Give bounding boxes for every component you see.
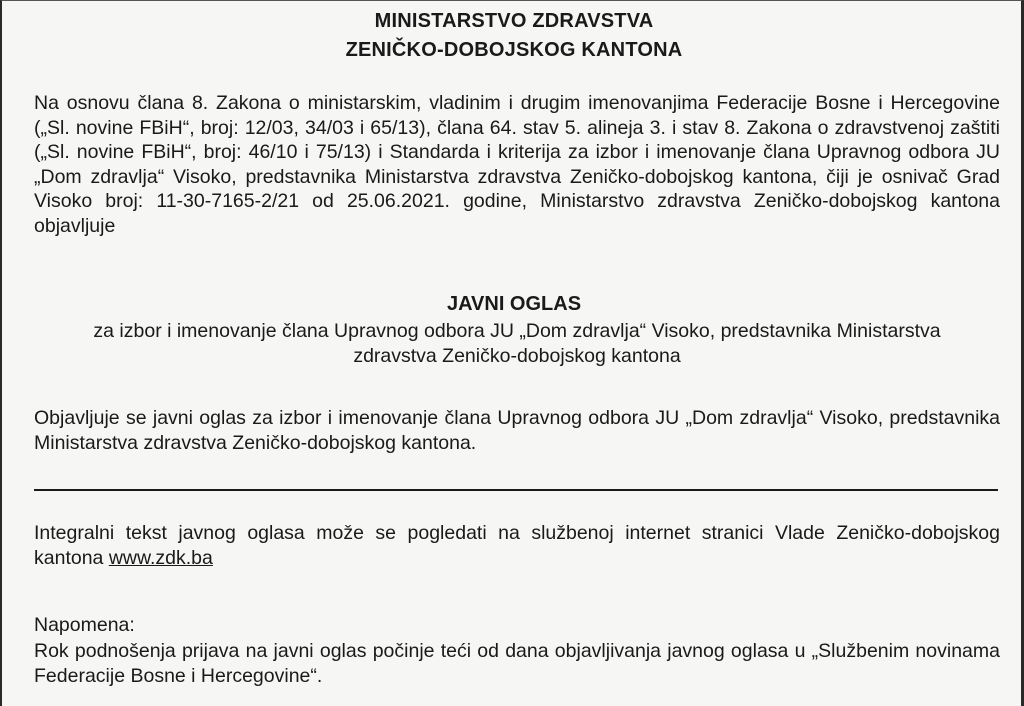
canton-name: ZENIČKO-DOBOJSKOG KANTONA [345,39,683,61]
oglas-title: JAVNI OGLAS [446,293,582,315]
napomena-text: Rok podnošenja prijava na javni oglas počinje teći od dana objavljivanja javnog oglasa u „Službenim novinama Federacije Bosne i Hercegovine“. [34,640,1000,687]
zdk-website-link[interactable]: www.zdk.ba [108,546,213,569]
integral-text: Integralni tekst javnog oglasa može se pogledati na službenoj internet stranici Vlade Zeničko-dobojskog kantona [34,522,1000,569]
divider-line [34,489,998,491]
oglas-subtitle: za izbor i imenovanje člana Upravnog odbora JU „Dom zdravlja“ Visoko, predstavnika Ministarstva zdravstva Zeničko-dobojskog kantona [93,320,941,367]
napomena-label: Napomena: [34,614,135,636]
announce-paragraph: Objavljuje se javni oglas za izbor i imenovanje člana Upravnog odbora JU „Dom zdravlja“ Visoko, predstavnika Ministarstva zdravstva Zeničko-dobojskog kantona. [34,407,1000,454]
ministry-name: MINISTARSTVO ZDRAVSTVA [374,10,654,32]
intro-paragraph: Na osnovu člana 8. Zakona o ministarskim, vladinim i drugim imenovanjima Federacije Bosne i Hercegovine („Sl. novine FBiH“, broj: 12/03, 34/03 i 65/13), člana 64. stav 5. alineja 3. i stav 8. Zakona o zdravstvenoj zaštiti („Sl. novine FBiH“, broj: 46/10 i 75/13) i Standarda i kriterija za izbor i imenovanje člana Upravnog odbora JU „Dom zdravlja“ Visoko, predstavnika Ministarstva zdravstva Zeničko-dobojskog kantona, čiji je osnivač Grad Visoko broj: 11-30-7165-2/21 od 25.06.2021. godine, Ministarstvo zdravstva Zeničko-dobojskog kantona objavljuje [34,92,1000,237]
document-header [2,7,1024,65]
integral-paragraph [34,521,1000,570]
